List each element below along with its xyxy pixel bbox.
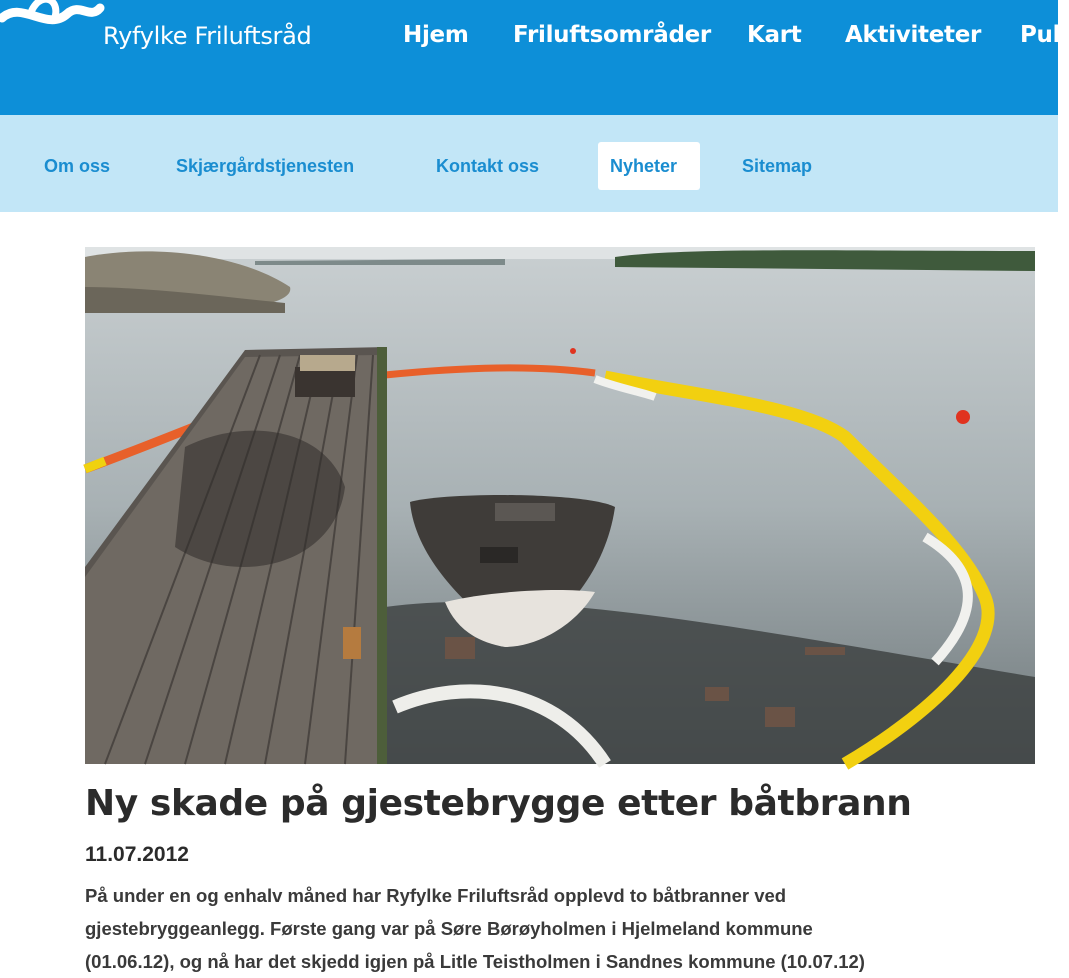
article-body [85,879,1050,978]
brand-name[interactable]: Ryfylke Friluftsråd [103,22,312,50]
article-photo [85,247,1035,764]
nav-aktiviteter[interactable]: Aktiviteter [845,22,982,48]
article-line: På under en og enhalv måned har Ryfylke Friluftsråd opplevd to båtbranner ved [85,885,787,906]
article-line: (01.06.12), og nå har det skjedd igjen på Litle Teistholmen i Sandnes kommune (10.07.12) [85,951,865,972]
nav-kart[interactable]: Kart [747,22,802,48]
subnav-sitemap[interactable]: Sitemap [742,156,813,176]
nav-hjem[interactable]: Hjem [403,22,469,48]
subnav-nyheter[interactable]: Nyheter [598,142,700,190]
article-line: gjestebryggeanlegg. Første gang var på Søre Børøyholmen i Hjelmeland kommune [85,918,813,939]
nav-publikasjoner[interactable]: Pub [1020,22,1069,48]
subnav-om-oss[interactable]: Om oss [44,156,111,176]
main-nav [0,22,1069,52]
subnav-skjargardstjenesten[interactable]: Skjærgårdstjenesten [176,156,355,176]
sub-nav [0,115,1058,212]
subnav-kontakt-oss[interactable]: Kontakt oss [436,156,540,176]
top-header [0,0,1069,115]
article-date: 11.07.2012 [85,843,189,866]
article-title[interactable]: Ny skade på gjestebrygge etter båtbrann [85,783,912,824]
nav-friluftsomrader[interactable]: Friluftsområder [513,22,711,48]
